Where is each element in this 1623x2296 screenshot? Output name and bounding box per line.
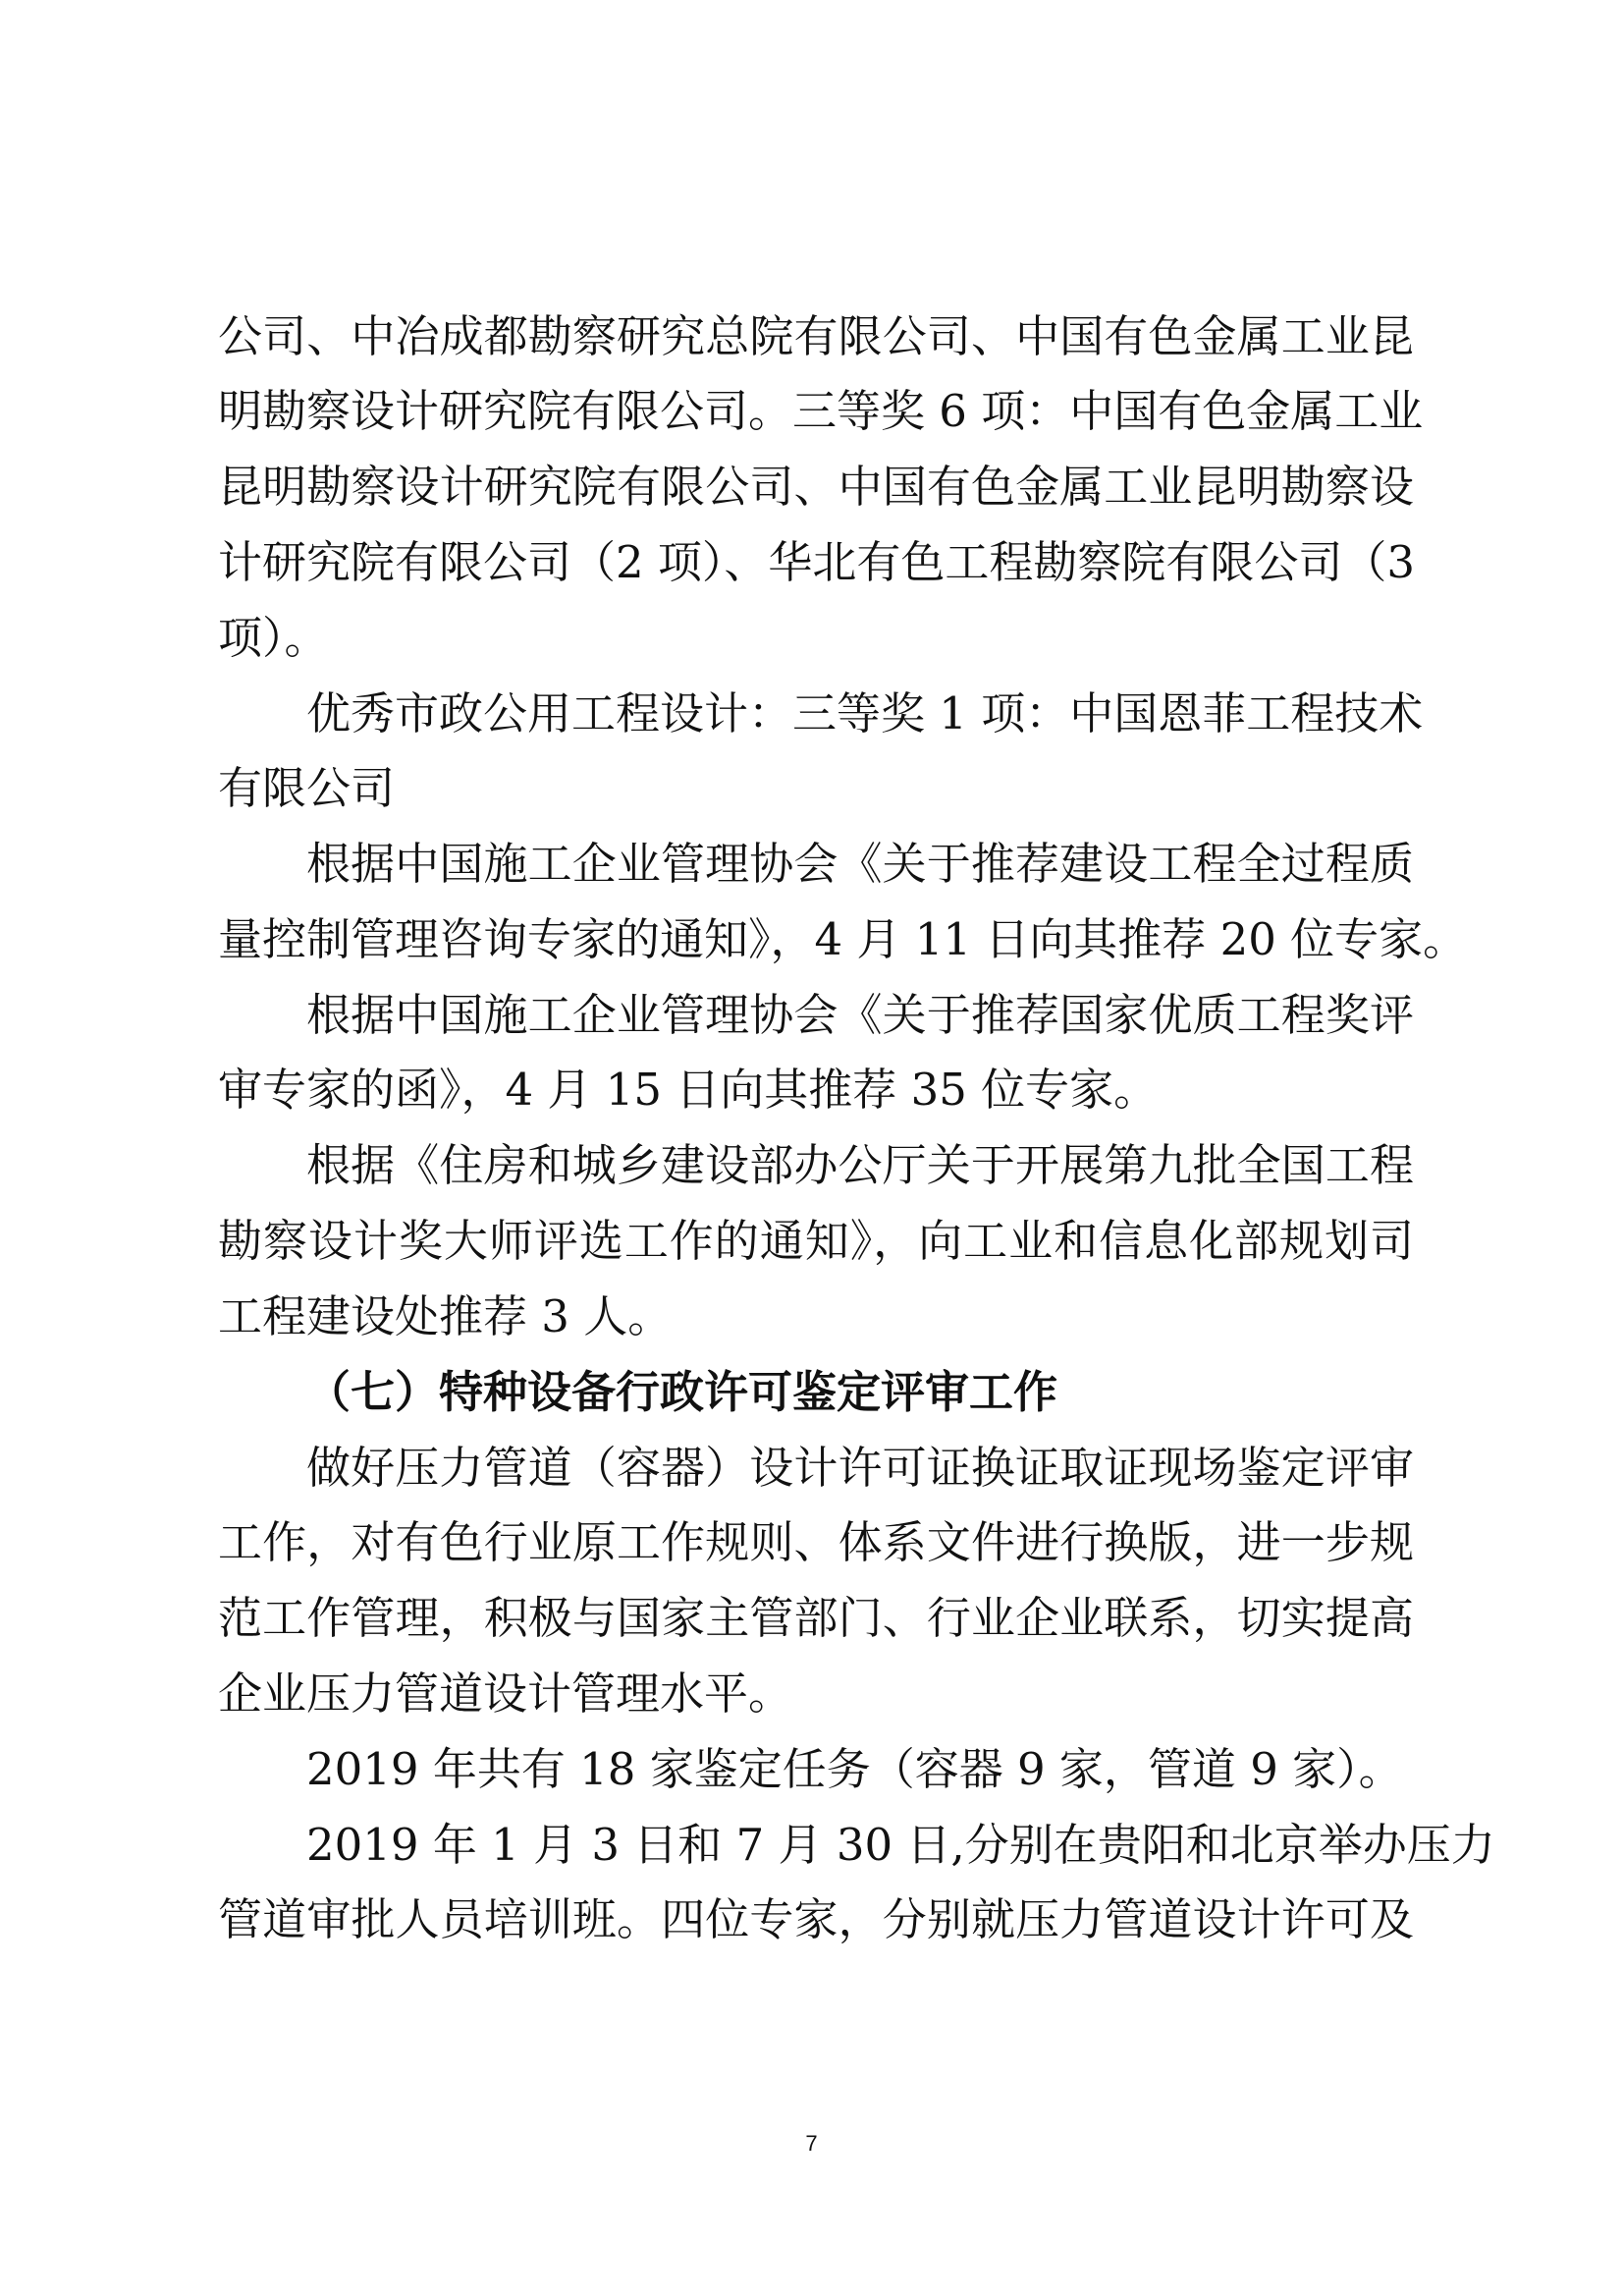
body-text-line-9: 量控制管理咨询专家的通知》，4 月 11 日向其推荐 20 位专家。	[218, 913, 1468, 965]
section-heading: （七）特种设备行政许可鉴定评审工作	[306, 1366, 1058, 1418]
body-text-line-16: 做好压力管道（容器）设计许可证换证取证现场鉴定评审	[306, 1442, 1414, 1494]
body-text-line-17: 工作，对有色行业原工作规则、体系文件进行换版，进一步规	[218, 1516, 1414, 1568]
body-text-line-10: 根据中国施工企业管理协会《关于推荐国家优质工程奖评	[306, 989, 1414, 1041]
body-text-line-12: 根据《住房和城乡建设部办公厅关于开展第九批全国工程	[306, 1139, 1414, 1191]
body-text-line-5: 项）。	[218, 612, 329, 664]
body-text-line-6: 优秀市政公用工程设计：三等奖 1 项：中国恩菲工程技术	[306, 687, 1424, 739]
body-text-line-11: 审专家的函》，4 月 15 日向其推荐 35 位专家。	[218, 1064, 1159, 1116]
body-text-line-13: 勘察设计奖大师评选工作的通知》，向工业和信息化部规划司	[218, 1215, 1414, 1267]
body-text-line-2: 明勘察设计研究院有限公司。三等奖 6 项：中国有色金属工业	[218, 385, 1424, 437]
body-text-line-21: 2019 年 1 月 3 日和 7 月 30 日,分别在贵阳和北京举办压力	[306, 1819, 1495, 1871]
body-text-line-22: 管道审批人员培训班。四位专家，分别就压力管道设计许可及	[218, 1893, 1414, 1945]
body-text-line-4: 计研究院有限公司（2 项）、华北有色工程勘察院有限公司（3	[218, 536, 1416, 588]
page-number: 7	[805, 2131, 818, 2156]
body-text-line-8: 根据中国施工企业管理协会《关于推荐建设工程全过程质	[306, 838, 1414, 890]
body-text-line-14: 工程建设处推荐 3 人。	[218, 1290, 673, 1342]
body-text-line-3: 昆明勘察设计研究院有限公司、中国有色金属工业昆明勘察设	[218, 461, 1414, 513]
body-text-line-18: 范工作管理，积极与国家主管部门、行业企业联系，切实提高	[218, 1592, 1414, 1644]
body-text-line-1: 公司、中冶成都勘察研究总院有限公司、中国有色金属工业昆	[218, 310, 1414, 362]
body-text-line-20: 2019 年共有 18 家鉴定任务（容器 9 家，管道 9 家）。	[306, 1743, 1403, 1795]
body-text-line-7: 有限公司	[218, 762, 396, 814]
body-text-line-19: 企业压力管道设计管理水平。	[218, 1667, 793, 1720]
